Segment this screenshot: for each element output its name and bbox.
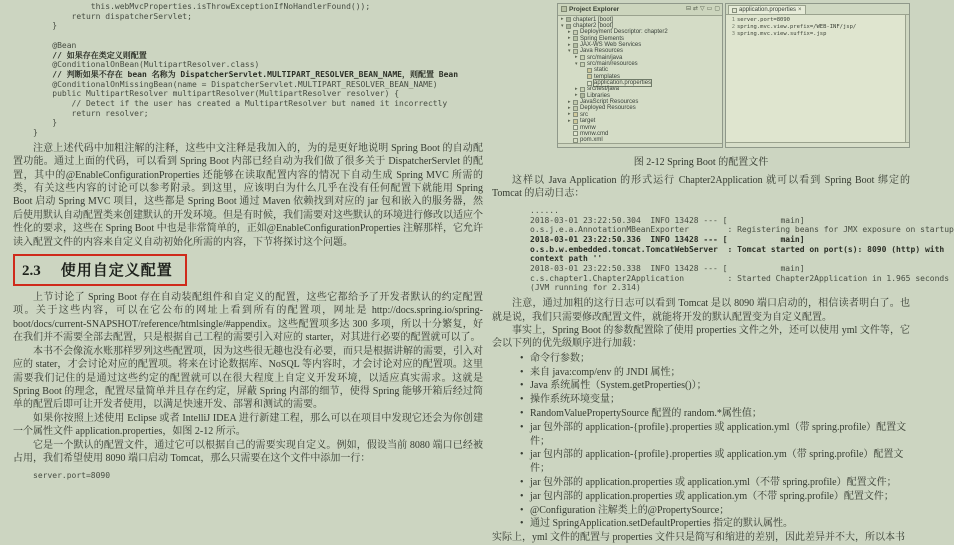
bullet-item	[492, 476, 910, 490]
server-port-code: server.port=8090	[33, 471, 111, 481]
code-line: this.webMvcProperties.isThrowExceptionIfNoHandlerFound());	[33, 2, 371, 11]
log-line: ......	[530, 205, 559, 215]
bullet-text: 通过 SpringApplication.setDefaultProperties 指定的默认属性。	[530, 518, 794, 530]
link-editor-icon: ⇄	[693, 5, 699, 13]
jsres-icon	[573, 100, 578, 105]
bullet-item	[492, 421, 910, 449]
file-icon	[573, 131, 578, 136]
code-line: @Bean	[33, 40, 77, 50]
tree-item-label: JAX-WS Web Services	[580, 42, 642, 49]
properties-file-icon	[732, 8, 737, 13]
paragraph-autoconfig-note: 注意上述代码中加粗注解的注释，这些中文注释是我加入的，为的是更好地说明 Spring Boot 的自动配置功能。通过上面的代码，可以看到 Spring Boot 内部已经自动为我们做了很多关于 DispatcherServlet 的配置，其中的@EnableConfigurationProperties 还能够在读取配置内容的情况下自动生成 Spring MVC 所需的类，有关这些内容的讨论可以参考附录。到这里，应该明白为什么几乎在没有任何配置下就能用 Spring Boot 启动 Spring MVC 项目，这些都是 Spring Boot 通过 Maven 依赖找到对应的 jar 包和嵌入的服务器，然后使用默认自动配置类来创建默认的开发环境。但是有时候，我们需要对这些默认的环境进行修改以适应个性化的要求，这些在 Spring Boot 中也是非常简单的，正如@EnableConfigurationProperties 注解那样，它允许读入配置文件的内容来自定义自动初始化所需的内容，下节将探讨这个问题。	[13, 142, 483, 248]
descriptor-icon	[573, 30, 578, 35]
tree-item-label: Deployed Resources	[580, 105, 636, 112]
expand-arrow-icon: ▸	[568, 111, 571, 118]
project-explorer-title: Project Explorer	[569, 5, 620, 13]
editor-line	[728, 31, 905, 38]
code-line: return dispatcherServlet;	[33, 11, 192, 21]
expand-arrow-icon: ▸	[568, 98, 571, 105]
bullet-text: jar 包外部的 application-{profile}.properties 或 application.yml（带 spring.profile）配置文件；	[530, 421, 907, 447]
tree-item-label: Java Resources	[580, 48, 624, 55]
line-number: 1	[731, 17, 735, 23]
bullet-item	[492, 366, 910, 380]
expand-arrow-icon: ▾	[575, 60, 578, 67]
code-line: @ConditionalOnMissingBean(name = DispatcherServlet.MULTIPART_RESOLVER_BEAN_NAME)	[33, 79, 438, 89]
paragraph-closing: 实际上，yml 文件的配置与 properties 文件只是简写和缩进的差别，因此差异并不大，所以本书	[492, 532, 906, 544]
editor-tabbar	[726, 4, 909, 15]
tree-item-label: src/main/resources	[587, 61, 638, 68]
code-line: @ConditionalOnBean(MultipartResolver.class)	[33, 60, 260, 70]
bullet-dot-icon: •	[520, 366, 524, 378]
editor-hscrollbar	[726, 142, 909, 147]
code-line: }	[33, 118, 58, 128]
collapse-all-icon: ⊟	[685, 5, 691, 13]
priority-bullet-list	[492, 352, 910, 531]
srcpkg-icon	[580, 87, 585, 92]
bullet-dot-icon: •	[520, 490, 524, 502]
editor-panel	[725, 3, 910, 148]
code-line: }	[33, 21, 58, 31]
paragraph-yml-intro: 事实上，Spring Boot 的参数配置除了使用 properties 文件之外，还可以使用 yml 文件等，它会以下列的优先级顺序进行加载：	[492, 324, 910, 350]
log-line: o.s.b.w.embedded.tomcat.TomcatWebServer : Tomcat started on port(s): 8090 (http) with	[530, 244, 945, 254]
bullet-dot-icon: •	[520, 352, 524, 364]
bullet-item	[492, 352, 910, 366]
editor-line-text: spring.mvc.view.prefix=/WEB-INF/jsp/	[737, 24, 857, 30]
bullet-dot-icon: •	[520, 421, 524, 433]
propfile-icon	[587, 81, 592, 86]
folder-icon	[573, 112, 578, 117]
bullet-dot-icon: •	[520, 504, 524, 516]
bullet-item	[492, 379, 910, 393]
log-line: 2018-03-01 23:22:50.336 INFO 13428 --- [ main]	[530, 234, 805, 244]
tree-item-label: chapter1 [boot]	[573, 16, 614, 23]
bullet-text: @Configuration 注解类上的@PropertySource；	[530, 504, 730, 516]
paragraph-custom-config-3: 如果你按照上述使用 Eclipse 或者 IntelliJ IDEA 进行新建工程，那么可以在项目中发现它还会为你创建一个属性文件 application.properties，如图 2-12 所示。	[13, 412, 483, 438]
figure-caption: 图 2-12 Spring Boot 的配置文件	[633, 157, 769, 168]
bullet-dot-icon: •	[520, 449, 524, 461]
tree-item-label: chapter2 [boot]	[573, 23, 614, 30]
bullet-item	[492, 504, 910, 518]
editor-tab-label: application.properties	[739, 7, 797, 13]
srcpkg-icon	[580, 55, 585, 60]
bullet-text: Java 系统属性（System.getProperties()）；	[530, 380, 707, 392]
project-icon	[566, 17, 571, 22]
code-line: return resolver;	[33, 108, 149, 118]
bullet-item	[492, 490, 910, 504]
bullet-dot-icon: •	[520, 394, 524, 406]
bullet-dot-icon: •	[520, 407, 524, 419]
expand-arrow-icon: ▸	[568, 104, 571, 111]
log-line: 2018-03-01 23:22:50.304 INFO 13428 --- [ main]	[530, 215, 805, 225]
bullet-item	[492, 407, 910, 421]
minimize-icon: ▭	[706, 5, 713, 13]
expand-arrow-icon: ▸	[568, 41, 571, 48]
bullet-dot-icon: •	[520, 518, 524, 530]
project-explorer-icon	[561, 6, 567, 12]
deployed-icon	[573, 106, 578, 111]
tree-item-label: Libraries	[587, 92, 611, 99]
paragraph-custom-config-4: 它是一个默认的配置文件，通过它可以根据自己的需要实现自定义。例如，假设当前 8080 端口已经被占用，我们希望使用 8090 端口启动 Tomcat，那么只需要在这个文件中添加一行：	[13, 439, 483, 464]
editor-lines	[726, 15, 905, 142]
code-line: }	[33, 128, 38, 138]
bullet-item	[492, 448, 910, 476]
right-page	[490, 0, 954, 544]
explorer-hscrollbar	[558, 143, 722, 147]
explorer-toolbar	[686, 6, 720, 12]
tomcat-log-block	[530, 205, 954, 293]
expand-arrow-icon: ▸	[575, 85, 578, 92]
line-number: 3	[731, 31, 735, 37]
log-line: 2018-03-01 23:22:50.338 INFO 13428 --- [ main]	[530, 264, 805, 274]
folder-icon	[587, 74, 592, 79]
code-line: // 判断如果不存在 bean 名称为 DispatcherServlet.MULTIPART_RESOLVER_BEAN_NAME，则配置 Bean	[33, 69, 459, 79]
file-icon	[573, 125, 578, 130]
expand-arrow-icon: ▸	[568, 35, 571, 42]
bullet-text: 命令行参数；	[530, 352, 590, 364]
code-line: // Detect if the user has created a MultipartResolver but named it incorrectly	[33, 99, 448, 109]
section-number: 2.3	[22, 263, 41, 280]
paragraph-custom-config-1: 上节讨论了 Spring Boot 存在自动装配组件和自定义的配置，这些它都给予了开发者默认的约定配置项。关于这些内容，可以在它公布的网址上看到所有的配置项，网址是 http://docs.spring.io/spring-boot/docs/current-SNAPSHOT/reference/htmlsingle/#appendix。这些配置项多达 300 多项，所以十分繁复，好在我们并不需要全部去配置，只是根据自己工程的需要引入对应的 starter，对其进行必要的配置就可以了。	[13, 292, 483, 344]
tree-item-label: target	[580, 118, 596, 125]
project-explorer-panel	[557, 3, 723, 148]
tree-item-label: Spring Elements	[580, 35, 625, 42]
srcpkg-icon	[580, 62, 585, 67]
code-line: public MultipartResolver multipartResolver(MultipartResolver resolver) {	[33, 89, 400, 99]
java-code-block	[13, 2, 483, 138]
editor-vscrollbar	[905, 15, 909, 142]
paragraph-port-note: 注意，通过加粗的这行日志可以看到 Tomcat 是以 8090 端口启动的，相信读者明白了。也就是说，我们只需要修改配置文件，就能将开发的默认配置变为自定义配置。	[492, 298, 910, 323]
expand-arrow-icon: ▸	[575, 92, 578, 99]
tree-item-label: application.properties	[594, 80, 652, 87]
section-heading-row	[13, 254, 483, 286]
code-line: // 如果存在类定义则配置	[33, 50, 147, 60]
log-line: context path ''	[530, 254, 603, 264]
expand-arrow-icon: ▸	[568, 117, 571, 124]
tree-item-label: src/main/java	[587, 54, 623, 61]
log-line: o.s.j.e.a.AnnotationMBeanExporter : Registering beans for JMX exposure on startup	[530, 225, 954, 235]
log-line: c.s.chapter1.Chapter2Application : Started Chapter2Application in 1.965 seconds	[530, 273, 950, 283]
section-title: 使用自定义配置	[60, 263, 173, 280]
project-icon	[566, 24, 571, 29]
xmlfile-icon	[573, 138, 578, 143]
expand-arrow-icon: ▸	[568, 28, 571, 35]
spring-icon	[573, 36, 578, 41]
editor-line-text: spring.mvc.view.suffix=.jsp	[737, 31, 827, 37]
tree-item-label: mvnw.cmd	[580, 130, 609, 137]
bullet-item	[492, 393, 910, 407]
paragraph-run-application: 这样以 Java Application 的形式运行 Chapter2Application 就可以看到 Spring Boot 绑定的 Tomcat 的启动日志：	[492, 175, 910, 200]
bullet-text: 操作系统环境变量；	[530, 394, 620, 406]
expand-arrow-icon: ▸	[561, 16, 564, 23]
folder-icon	[573, 119, 578, 124]
editor-tab-application-properties	[728, 5, 806, 14]
tree-item-label: templates	[594, 73, 621, 80]
tree-item-label: Deployment Descriptor: chapter2	[580, 29, 668, 36]
bullet-text: jar 包内部的 application-{profile}.properties 或 application.ym（带 spring.profile）配置文件；	[530, 449, 904, 475]
bullet-item	[492, 517, 910, 531]
view-menu-icon: ▽	[700, 5, 705, 13]
bullet-text: jar 包内部的 application.properties 或 application.ym（不带 spring.profile）配置文件；	[530, 490, 894, 502]
tree-item-label: static	[594, 67, 609, 74]
webservice-icon	[573, 43, 578, 48]
bullet-dot-icon: •	[520, 380, 524, 392]
expand-arrow-icon: ▾	[568, 47, 571, 54]
bullet-text: jar 包外部的 application.properties 或 application.yml（不带 spring.profile）配置文件；	[530, 476, 897, 488]
expand-arrow-icon: ▸	[575, 54, 578, 61]
tree-item-label: mvnw	[580, 124, 596, 131]
bullet-text: 来自 java:comp/env 的 JNDI 属性；	[530, 366, 681, 378]
project-tree	[558, 16, 722, 144]
javares-icon	[573, 49, 578, 54]
expand-arrow-icon: ▾	[561, 22, 564, 29]
editor-line	[728, 24, 905, 31]
figure-ide-screenshot	[557, 3, 910, 148]
bullet-dot-icon: •	[520, 476, 524, 488]
tree-item-label: pom.xml	[580, 137, 603, 144]
line-number: 2	[731, 24, 735, 30]
paragraph-custom-config-2: 本书不会像流水账那样罗列这些配置项，因为这些很无趣也没有必要，而只是根据讲解的需要，引入对应的 stater，才会讨论对应的配置项。将来在讨论数据库、NoSQL 等内容时，才会讨论对应的配置项。这里需要我们记住的是通过这些约定的配置就可以在很大程度上自定义开发环境，以适应真实需求。这就是 Spring Boot 的理念，配置尽量简单并且存在约定，屏蔽 Spring 内部的细节，使得 Spring 能够开箱后经过简单的配置后即可让开发者使用，以满足快速开发、部署和测试的需要。	[13, 345, 483, 411]
bullet-text: RandomValuePropertySource 配置的 random.*属性值；	[530, 407, 762, 419]
folder-icon	[587, 68, 592, 73]
tree-item-label: src	[580, 111, 588, 118]
editor-body	[726, 15, 909, 142]
editor-line-text: server.port=8090	[737, 17, 790, 23]
red-annotation-box	[13, 254, 187, 286]
editor-line	[728, 17, 905, 24]
library-icon	[580, 93, 585, 98]
project-explorer-header	[558, 4, 722, 16]
close-icon: ×	[798, 7, 802, 13]
code-line	[33, 31, 483, 41]
tree-item-label: JavaScript Resources	[580, 99, 639, 106]
maximize-icon: ▢	[714, 5, 720, 13]
tree-item-label: src/test/java	[587, 86, 620, 93]
log-line: (JVM running for 2.314)	[530, 283, 641, 293]
